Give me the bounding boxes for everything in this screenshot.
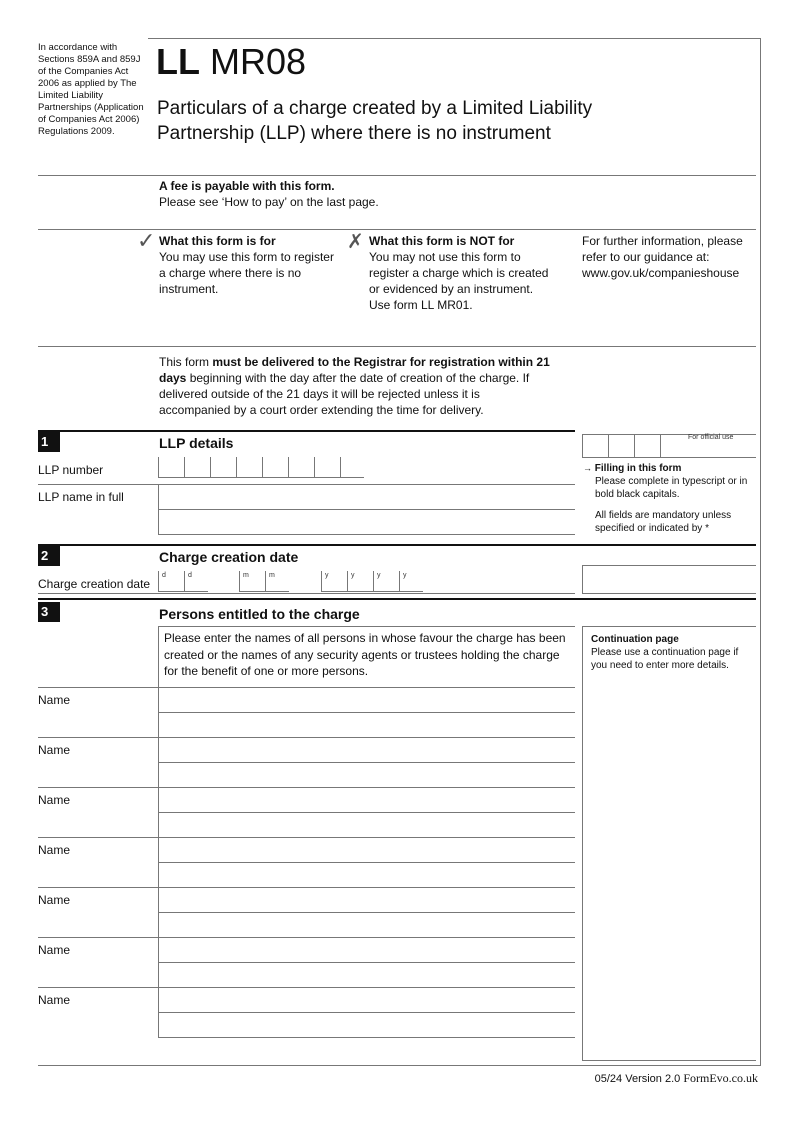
name-2-line-1[interactable] xyxy=(158,738,575,763)
further-info: For further information, please refer to our guidance at: www.gov.uk/companieshouse xyxy=(582,234,743,280)
name-label: Name xyxy=(38,693,71,707)
name-7-line-1[interactable] xyxy=(158,988,575,1013)
name-6-line-2[interactable] xyxy=(158,963,575,988)
name-4-line-2[interactable] xyxy=(158,863,575,888)
tick-icon: ✓ xyxy=(137,228,156,253)
name-label: Name xyxy=(38,793,71,807)
persons-instruction: Please enter the names of all persons in whose favour the charge has been created or the names of any security agents or trustees holding the charge for the benefit of one or more persons. xyxy=(164,631,566,678)
date-hint: y xyxy=(351,572,355,579)
form-not-purpose xyxy=(369,233,549,313)
divider xyxy=(38,687,158,688)
divider xyxy=(38,175,756,176)
llp-number-digit-3[interactable] xyxy=(210,457,236,478)
name-label: Name xyxy=(38,893,71,907)
version-text: 05/24 Version 2.0 xyxy=(594,1073,681,1085)
delivery-text-1: This form xyxy=(159,355,213,369)
section1-rule xyxy=(38,430,575,432)
name-1-line-2[interactable] xyxy=(158,713,575,738)
official-use-box xyxy=(582,434,608,458)
divider xyxy=(38,887,158,888)
continuation-heading: Continuation page xyxy=(591,634,679,645)
section3-number: 3 xyxy=(38,602,60,622)
section1-number: 1 xyxy=(38,432,60,452)
llp-number-digit-8[interactable] xyxy=(340,457,364,478)
name-label: Name xyxy=(38,993,71,1007)
date-hint: d xyxy=(188,572,192,579)
name-label: Name xyxy=(38,743,71,757)
name-7-line-2[interactable] xyxy=(158,1013,575,1038)
name-2-line-2[interactable] xyxy=(158,763,575,788)
llp-number-digit-1[interactable] xyxy=(158,457,184,478)
section2-number: 2 xyxy=(38,546,60,566)
llp-number-digit-4[interactable] xyxy=(236,457,262,478)
continuation-top xyxy=(582,626,756,627)
purpose-heading: What this form is for xyxy=(159,234,276,248)
date-hint: y xyxy=(403,572,407,579)
filling-text: Please complete in typescript or in bold black capitals. xyxy=(595,476,748,500)
name-5-line-1[interactable] xyxy=(158,888,575,913)
not-purpose-heading: What this form is NOT for xyxy=(369,234,515,248)
fee-text: Please see ‘How to pay’ on the last page. xyxy=(159,195,379,209)
delivery-bold: must be delivered to the Registrar for registration within 21 days xyxy=(159,355,550,385)
fee-heading: A fee is payable with this form. xyxy=(159,179,335,193)
date-day-2[interactable] xyxy=(184,571,208,592)
date-hint: m xyxy=(269,572,275,579)
date-hint: m xyxy=(243,572,249,579)
name-4-line-1[interactable] xyxy=(158,838,575,863)
form-code: MR08 xyxy=(210,41,307,82)
name-6-line-1[interactable] xyxy=(158,938,575,963)
llp-number-digit-2[interactable] xyxy=(184,457,210,478)
llp-name-field-2[interactable] xyxy=(158,510,575,535)
section2-title: Charge creation date xyxy=(159,549,299,565)
name-3-line-2[interactable] xyxy=(158,813,575,838)
divider xyxy=(38,593,575,594)
form-id xyxy=(156,40,306,84)
title-line-1: Particulars of a charge created by a Limited Liability xyxy=(157,98,593,119)
llp-number-digit-7[interactable] xyxy=(314,457,340,478)
date-month-2[interactable] xyxy=(265,571,289,592)
name-5-line-2[interactable] xyxy=(158,913,575,938)
side-box xyxy=(582,565,756,594)
purpose-text: You may use this form to register a charge where there is no instrument. xyxy=(159,250,334,296)
name-1-line-1[interactable] xyxy=(158,688,575,713)
name-3-line-1[interactable] xyxy=(158,788,575,813)
divider xyxy=(38,346,756,347)
official-use-box xyxy=(634,434,660,458)
llp-name-field-1[interactable] xyxy=(158,485,575,510)
llp-number-digit-6[interactable] xyxy=(288,457,314,478)
frame-right xyxy=(760,38,761,1065)
divider xyxy=(38,937,158,938)
divider xyxy=(38,787,158,788)
arrow-icon: → xyxy=(583,463,592,473)
date-day-1[interactable] xyxy=(158,571,184,592)
continuation-note xyxy=(591,633,751,672)
section3-rule xyxy=(38,598,756,600)
not-purpose-text: You may not use this form to register a charge which is created or evidenced by an instrument. Use form LL MR01. xyxy=(369,250,549,312)
continuation-left xyxy=(582,626,583,1061)
continuation-text: Please use a continuation page if you need to enter more details. xyxy=(591,647,739,671)
date-hint: y xyxy=(377,572,381,579)
charge-date-label: Charge creation date xyxy=(38,577,151,591)
date-year-1[interactable] xyxy=(321,571,347,592)
title-line-2: Partnership (LLP) where there is no instrument xyxy=(157,123,551,144)
continuation-bottom xyxy=(582,1060,756,1061)
section2-rule xyxy=(38,544,756,546)
date-hint: y xyxy=(325,572,329,579)
section3-title: Persons entitled to the charge xyxy=(159,606,360,622)
date-year-2[interactable] xyxy=(347,571,373,592)
fee-notice xyxy=(159,178,559,210)
llp-number-label: LLP number xyxy=(38,463,104,477)
brand-text: FormEvo.co.uk xyxy=(683,1071,758,1085)
llp-name-label: LLP name in full xyxy=(38,490,124,504)
form-title xyxy=(157,96,677,146)
date-month-1[interactable] xyxy=(239,571,265,592)
llp-number-digit-5[interactable] xyxy=(262,457,288,478)
mandatory-text: All fields are mandatory unless specified or indicated by * xyxy=(595,510,732,534)
footer xyxy=(595,1071,758,1086)
delivery-notice xyxy=(159,354,554,418)
section1-title: LLP details xyxy=(159,435,234,451)
date-hint: d xyxy=(162,572,166,579)
divider xyxy=(38,987,158,988)
official-use-label: For official use xyxy=(688,434,734,441)
filling-guidance xyxy=(583,462,755,535)
frame-top xyxy=(148,38,760,39)
date-year-3[interactable] xyxy=(373,571,399,592)
divider xyxy=(38,737,158,738)
footer-rule xyxy=(38,1065,761,1066)
form-prefix: LL xyxy=(156,41,200,82)
date-year-4[interactable] xyxy=(399,571,423,592)
cross-icon: ✗ xyxy=(347,231,364,253)
name-label: Name xyxy=(38,943,71,957)
filling-heading: Filling in this form xyxy=(594,463,682,474)
form-purpose xyxy=(159,233,339,297)
legal-basis: In accordance with Sections 859A and 859J of the Companies Act 2006 as applied by The Limited Liability Partnerships (Application of Companies Act 2006) Regulations 2009. xyxy=(38,42,144,137)
delivery-text-2: beginning with the day after the date of creation of the charge. If delivered outside of the 21 days it will be rejected unless it is accompanied by a court order extending the time for delivery. xyxy=(159,371,530,417)
divider xyxy=(38,837,158,838)
official-use-box xyxy=(608,434,634,458)
name-label: Name xyxy=(38,843,71,857)
